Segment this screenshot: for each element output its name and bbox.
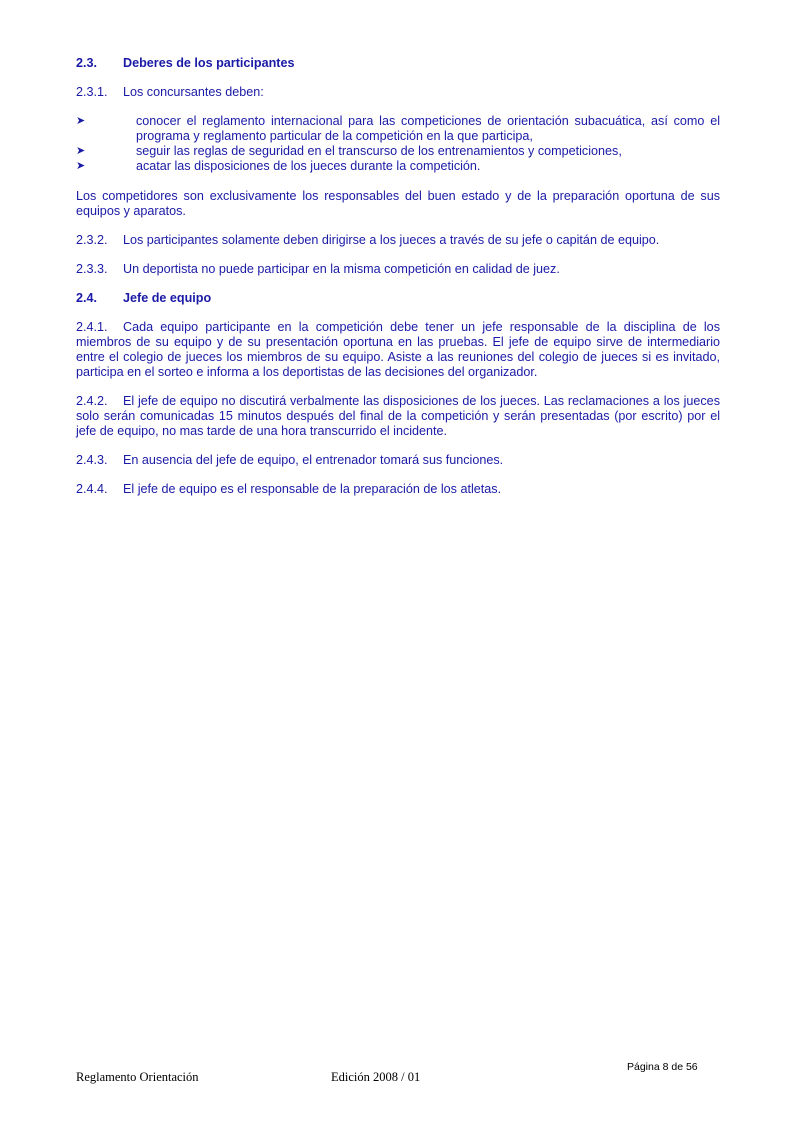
footer-edition: Edición 2008 / 01 [331,1070,421,1084]
page-number: Página 8 de 56 [627,1061,698,1073]
clause-2-4-2 [76,394,720,439]
clause-text: Un deportista no puede participar en la misma competición en calidad de juez. [123,262,560,276]
clause-number: 2.3.1. [76,85,108,99]
list-item-text: acatar las disposiciones de los jueces durante la competición. [136,159,481,173]
section-title: Jefe de equipo [123,291,212,305]
section-number: 2.4. [76,291,98,305]
clause-number: 2.4.2. [76,394,108,408]
clause-number: 2.4.4. [76,482,108,496]
clause-2-4-4 [76,482,720,497]
clause-text: Los participantes solamente deben dirigirse a los jueces a través de su jefe o capitán de equipo. [123,233,660,247]
clause-number: 2.4.3. [76,453,108,467]
clause-2-4-1 [76,320,720,380]
duties-list [76,114,720,174]
clause-number: 2.3.2. [76,233,108,247]
list-item [76,114,720,144]
arrowhead-bullet-icon: ➤ [76,115,86,127]
arrowhead-bullet-icon: ➤ [76,160,86,172]
clause-number: 2.3.3. [76,262,108,276]
clause-2-3-1 [76,85,720,100]
clause-text: En ausencia del jefe de equipo, el entrenador tomará sus funciones. [123,453,504,467]
clause-number: 2.4.1. [76,320,108,334]
arrowhead-bullet-icon: ➤ [76,145,86,157]
clause-2-4-3 [76,453,720,468]
list-item [76,144,720,159]
clause-text: El jefe de equipo no discutirá verbalmente las disposiciones de los jueces. Las reclamaciones a los jueces solo serán comunicadas 15 minutos después del final de la competición y serán presentadas (por escrito) por el jefe de equipo, no mas tarde de una hora transcurrido el incidente. [76,394,720,438]
clause-text: Los concursantes deben: [123,85,264,99]
document-body [76,56,720,511]
section-heading-2-4 [76,291,720,306]
competitors-note: Los competidores son exclusivamente los responsables del buen estado y de la preparación oportuna de sus equipos y aparatos. [76,189,720,218]
list-item-text: seguir las reglas de seguridad en el transcurso de los entrenamientos y competiciones, [136,144,622,158]
section-number: 2.3. [76,56,98,70]
clause-text: Cada equipo participante en la competición debe tener un jefe responsable de la disciplina de los miembros de su equipo y de su presentación oportuna en las pruebas. El jefe de equipo sirve de intermediario entre el colegio de jueces los miembros de su equipo. Asiste a las reuniones del colegio de jueces si es invitado, participa en el sorteo e informa a los deportistas de las decisiones del organizador. [76,320,720,379]
clause-2-3-2 [76,233,720,248]
footer-document-title: Reglamento Orientación [76,1070,199,1084]
list-item [76,159,720,174]
section-title: Deberes de los participantes [123,56,295,70]
section-heading-2-3 [76,56,720,71]
list-item-text: conocer el reglamento internacional para las competiciones de orientación subacuática, así como el programa y reglamento particular de la competición en la que participa, [136,114,720,143]
clause-text: El jefe de equipo es el responsable de la preparación de los atletas. [123,482,502,496]
clause-2-3-3 [76,262,720,277]
